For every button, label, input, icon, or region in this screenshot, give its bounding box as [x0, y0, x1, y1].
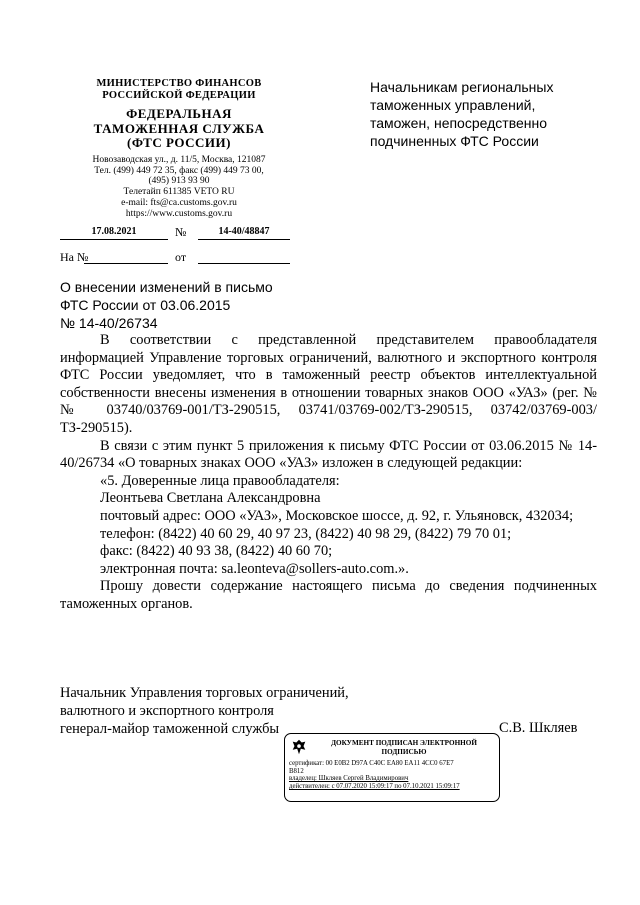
contact-line: https://www.customs.gov.ru — [125, 208, 233, 219]
quote-line: «5. Доверенные лица правообладателя: — [100, 472, 340, 489]
reference-label: На № — [60, 250, 89, 264]
quote-line: факс: (8422) 40 93 38, (8422) 40 60 70; — [100, 543, 333, 560]
body-paragraph: Прошу довести содержание настоящего письма до сведения подчиненных таможенных органов. — [60, 578, 597, 612]
stamp-certificate-continued: B812 — [289, 767, 304, 775]
reference-date-blank — [198, 263, 290, 264]
agency-name — [60, 107, 298, 151]
body-paragraph: В связи с этим пункт 5 приложения к письму ФТС России от 03.06.2015 № 14-40/26734 «О товарных знаках ООО «УАЗ» изложен в следующей редакции: — [60, 437, 597, 472]
body-paragraph: В соответствии с представленной представителем правообладателя информацией Управление торговых ограничений, валютного и экспортного контроля ФТС России уведомляет, что в таможенный реестр объектов интеллектуальной собственности внесены изменения в отношении товарных знаков ООО «УАЗ» (рег. №№ 03740/03769-001/ТЗ-290515, 03741/03769-002/ТЗ-290515, 03742/03769-003/ТЗ-290515). — [60, 332, 597, 436]
stamp-title-line: ДОКУМЕНТ ПОДПИСАН ЭЛЕКТРОННОЙ — [331, 739, 477, 747]
coat-of-arms-icon — [290, 738, 308, 756]
recipient-line: таможен, непосредственно — [370, 115, 548, 132]
subject-line: О внесении изменений в письмо — [60, 279, 273, 295]
subject-line: № 14-40/26734 — [60, 315, 158, 332]
position-line: валютного и экспортного контроля — [60, 703, 274, 719]
agency-contacts — [60, 155, 298, 219]
contact-line: e-mail: fts@ca.customs.gov.ru — [121, 197, 237, 208]
subject-line: ФТС России от 03.06.2015 — [60, 297, 231, 314]
contact-line: Новозаводская ул., д. 11/5, Москва, 121087 — [92, 155, 266, 165]
ministry-line: МИНИСТЕРСТВО ФИНАНСОВ — [96, 78, 262, 89]
registration-date: 17.08.2021 — [60, 226, 168, 240]
agency-line: (ФТС РОССИИ) — [127, 135, 231, 151]
ministry-name — [60, 78, 298, 101]
position-line: генерал-майор таможенной службы — [60, 721, 280, 737]
letter-body — [60, 332, 597, 614]
contact-line: Тел. (499) 449 72 35, факс (499) 449 73 00, — [94, 165, 264, 176]
stamp-title — [311, 739, 497, 756]
recipient-block — [370, 78, 600, 150]
registration-number: 14-40/48847 — [198, 226, 290, 240]
signatory-position — [60, 684, 380, 738]
quote-line: телефон: (8422) 40 60 29, 40 97 23, (8422) 40 98 29, (8422) 79 70 01; — [100, 525, 512, 542]
signatory-name: С.В. Шкляев — [499, 720, 578, 736]
agency-line: ФЕДЕРАЛЬНАЯ — [126, 106, 232, 121]
quote-line: Леонтьева Светлана Александровна — [100, 490, 321, 507]
contact-line: Телетайп 611385 VETO RU — [123, 187, 235, 198]
stamp-validity: действителен: с 07.07.2020 15:09:17 по 07.10.2021 15:09:17 — [289, 782, 460, 790]
stamp-owner: владелец: Шкляев Сергей Владимирович — [289, 775, 409, 783]
contact-line: (495) 913 93 90 — [148, 176, 210, 187]
stamp-certificate: сертификат: 00 E0B2 D97A C40C EA80 EA11 4CC0 67E7 — [289, 760, 454, 767]
reference-number-blank — [84, 263, 168, 264]
recipient-line: Начальникам региональных — [370, 79, 554, 95]
recipient-line: таможенных управлений, — [370, 97, 536, 114]
stamp-title-line: ПОДПИСЬЮ — [381, 747, 427, 756]
agency-line: ТАМОЖЕННАЯ СЛУЖБА — [93, 120, 265, 136]
recipient-line: подчиненных ФТС России — [370, 133, 539, 150]
electronic-signature-stamp — [284, 733, 500, 802]
registration-number-sign: № — [175, 225, 187, 239]
position-line: Начальник Управления торговых ограничений, — [60, 685, 349, 701]
quote-line: почтовый адрес: ООО «УАЗ», Московское шоссе, д. 92, г. Ульяновск, 432034; — [100, 507, 574, 524]
reference-from-label: от — [175, 250, 187, 264]
quote-line: электронная почта: sa.leonteva@sollers-auto.com.». — [100, 560, 409, 577]
ministry-line: РОССИЙСКОЙ ФЕДЕРАЦИИ — [102, 89, 256, 101]
letter-subject — [60, 278, 320, 333]
